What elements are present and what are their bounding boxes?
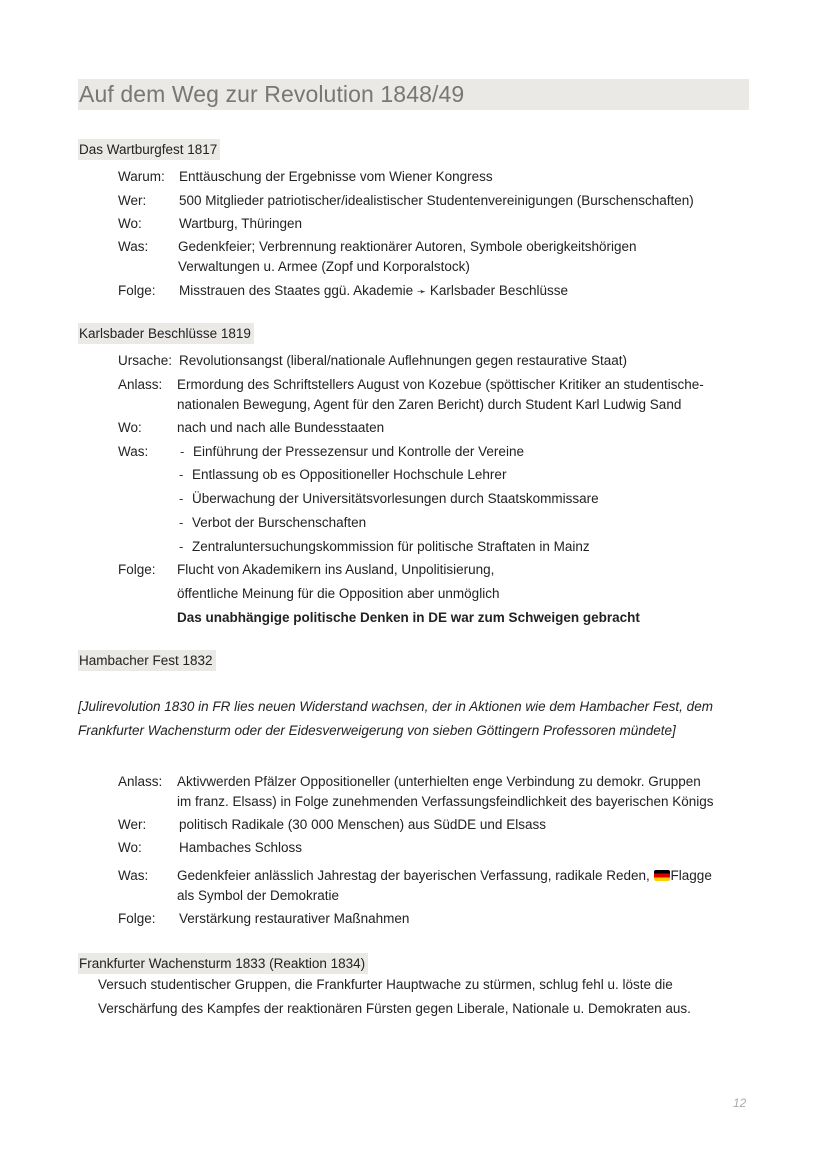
wartburg-folge-result: Karlsbader Beschlüsse	[429, 283, 568, 298]
list-dash: -	[179, 515, 184, 530]
label-wer: Wer:	[118, 193, 147, 208]
wartburg-wo: Wartburg, Thüringen	[179, 216, 303, 231]
wartburg-wer: 500 Mitglieder patriotischer/idealistischer Studentenvereinigungen (Burschenschaften)	[179, 193, 694, 208]
hambach-was-line2: als Symbol der Demokratie	[177, 888, 340, 903]
list-dash: -	[180, 444, 185, 459]
hambach-flag-word: Flagge	[670, 868, 712, 883]
list-item: Verbot der Burschenschaften	[192, 515, 367, 530]
hambach-was-text: Gedenkfeier anlässlich Jahrestag der bayerischen Verfassung, radikale Reden,	[177, 868, 650, 883]
label-wo: Wo:	[118, 420, 142, 435]
karlsbad-folge-line2: öffentliche Meinung für die Opposition aber unmöglich	[177, 586, 500, 601]
wartburg-folge	[179, 281, 568, 302]
frankfurt-line1: Versuch studentischer Gruppen, die Frankfurter Hauptwache zu stürmen, schlug fehl u. löste die	[98, 977, 673, 992]
wartburg-was-line2: Verwaltungen u. Armee (Zopf und Korporalstock)	[178, 259, 470, 274]
label-folge: Folge:	[118, 562, 156, 577]
karlsbad-folge-conclusion: Das unabhängige politische Denken in DE war zum Schweigen gebracht	[177, 610, 640, 625]
karlsbad-folge-line1: Flucht von Akademikern ins Ausland, Unpolitisierung,	[177, 562, 495, 577]
label-folge: Folge:	[118, 911, 156, 926]
karlsbad-anlass-line2: nationalen Bewegung, Agent für den Zaren Bericht) durch Student Karl Ludwig Sand	[177, 397, 682, 412]
hambach-wer: politisch Radikale (30 000 Menschen) aus SüdDE und Elsass	[179, 817, 546, 832]
wartburg-warum: Enttäuschung der Ergebnisse vom Wiener Kongress	[179, 169, 493, 184]
hambach-intro-line2: Frankfurter Wachensturm oder der Eidesverweigerung von sieben Göttingern Professoren mündete]	[78, 723, 676, 738]
section-heading-karlsbad: Karlsbader Beschlüsse 1819	[78, 323, 254, 344]
label-was: Was:	[118, 239, 149, 254]
hambach-folge: Verstärkung restaurativer Maßnahmen	[179, 911, 410, 926]
wartburg-folge-cause: Misstrauen des Staates ggü. Akademie	[179, 283, 414, 298]
label-wo: Wo:	[118, 840, 142, 855]
hambach-was-line1	[177, 866, 712, 886]
wartburg-was-line1: Gedenkfeier; Verbrennung reaktionärer Autoren, Symbole oberigkeitshörigen	[178, 239, 637, 254]
frankfurt-line2: Verschärfung des Kampfes der reaktionären Fürsten gegen Liberale, Nationale u. Demokraten aus.	[98, 1001, 691, 1016]
list-item: Zentraluntersuchungskommission für politische Straftaten in Mainz	[192, 539, 590, 554]
karlsbad-ursache: Revolutionsangst (liberal/nationale Auflehnungen gegen restaurative Staat)	[179, 353, 628, 368]
list-item: Einführung der Pressezensur und Kontrolle der Vereine	[193, 444, 524, 459]
list-item: Überwachung der Universitätsvorlesungen durch Staatskommissare	[192, 491, 599, 506]
section-heading-frankfurt: Frankfurter Wachensturm 1833 (Reaktion 1834)	[78, 953, 368, 974]
label-was: Was:	[118, 868, 149, 883]
list-dash: -	[179, 539, 184, 554]
hambach-anlass-line1: Aktivwerden Pfälzer Oppositioneller (unterhielten enge Verbindung zu demokr. Gruppen	[177, 774, 701, 789]
karlsbad-wo: nach und nach alle Bundesstaaten	[177, 420, 385, 435]
label-ursache: Ursache:	[118, 353, 173, 368]
label-wo: Wo:	[118, 216, 142, 231]
label-folge: Folge:	[118, 283, 156, 298]
label-anlass: Anlass:	[118, 774, 163, 789]
section-heading-wartburg: Das Wartburgfest 1817	[78, 139, 220, 160]
page-title: Auf dem Weg zur Revolution 1848/49	[79, 81, 465, 107]
label-warum: Warum:	[118, 169, 165, 184]
karlsbad-anlass-line1: Ermordung des Schriftstellers August von Kozebue (spöttischer Kritiker an studentische-	[177, 377, 704, 392]
page-number: 12	[733, 1096, 747, 1110]
section-heading-hambach: Hambacher Fest 1832	[78, 650, 216, 671]
hambach-wo: Hambaches Schloss	[179, 840, 303, 855]
label-was: Was:	[118, 444, 149, 459]
hambach-anlass-line2: im franz. Elsass) in Folge zunehmenden Verfassungsfeindlichkeit des bayerischen Königs	[177, 794, 714, 809]
german-flag-icon	[654, 870, 670, 881]
list-dash: -	[179, 491, 184, 506]
list-dash: -	[179, 467, 184, 482]
label-wer: Wer:	[118, 817, 147, 832]
arrow-right-icon: ➛	[416, 286, 427, 298]
label-anlass: Anlass:	[118, 377, 163, 392]
hambach-intro-line1: [Julirevolution 1830 in FR lies neuen Widerstand wachsen, der in Aktionen wie dem Hambacher Fest, dem	[78, 699, 713, 714]
list-item: Entlassung ob es Oppositioneller Hochschule Lehrer	[192, 467, 507, 482]
